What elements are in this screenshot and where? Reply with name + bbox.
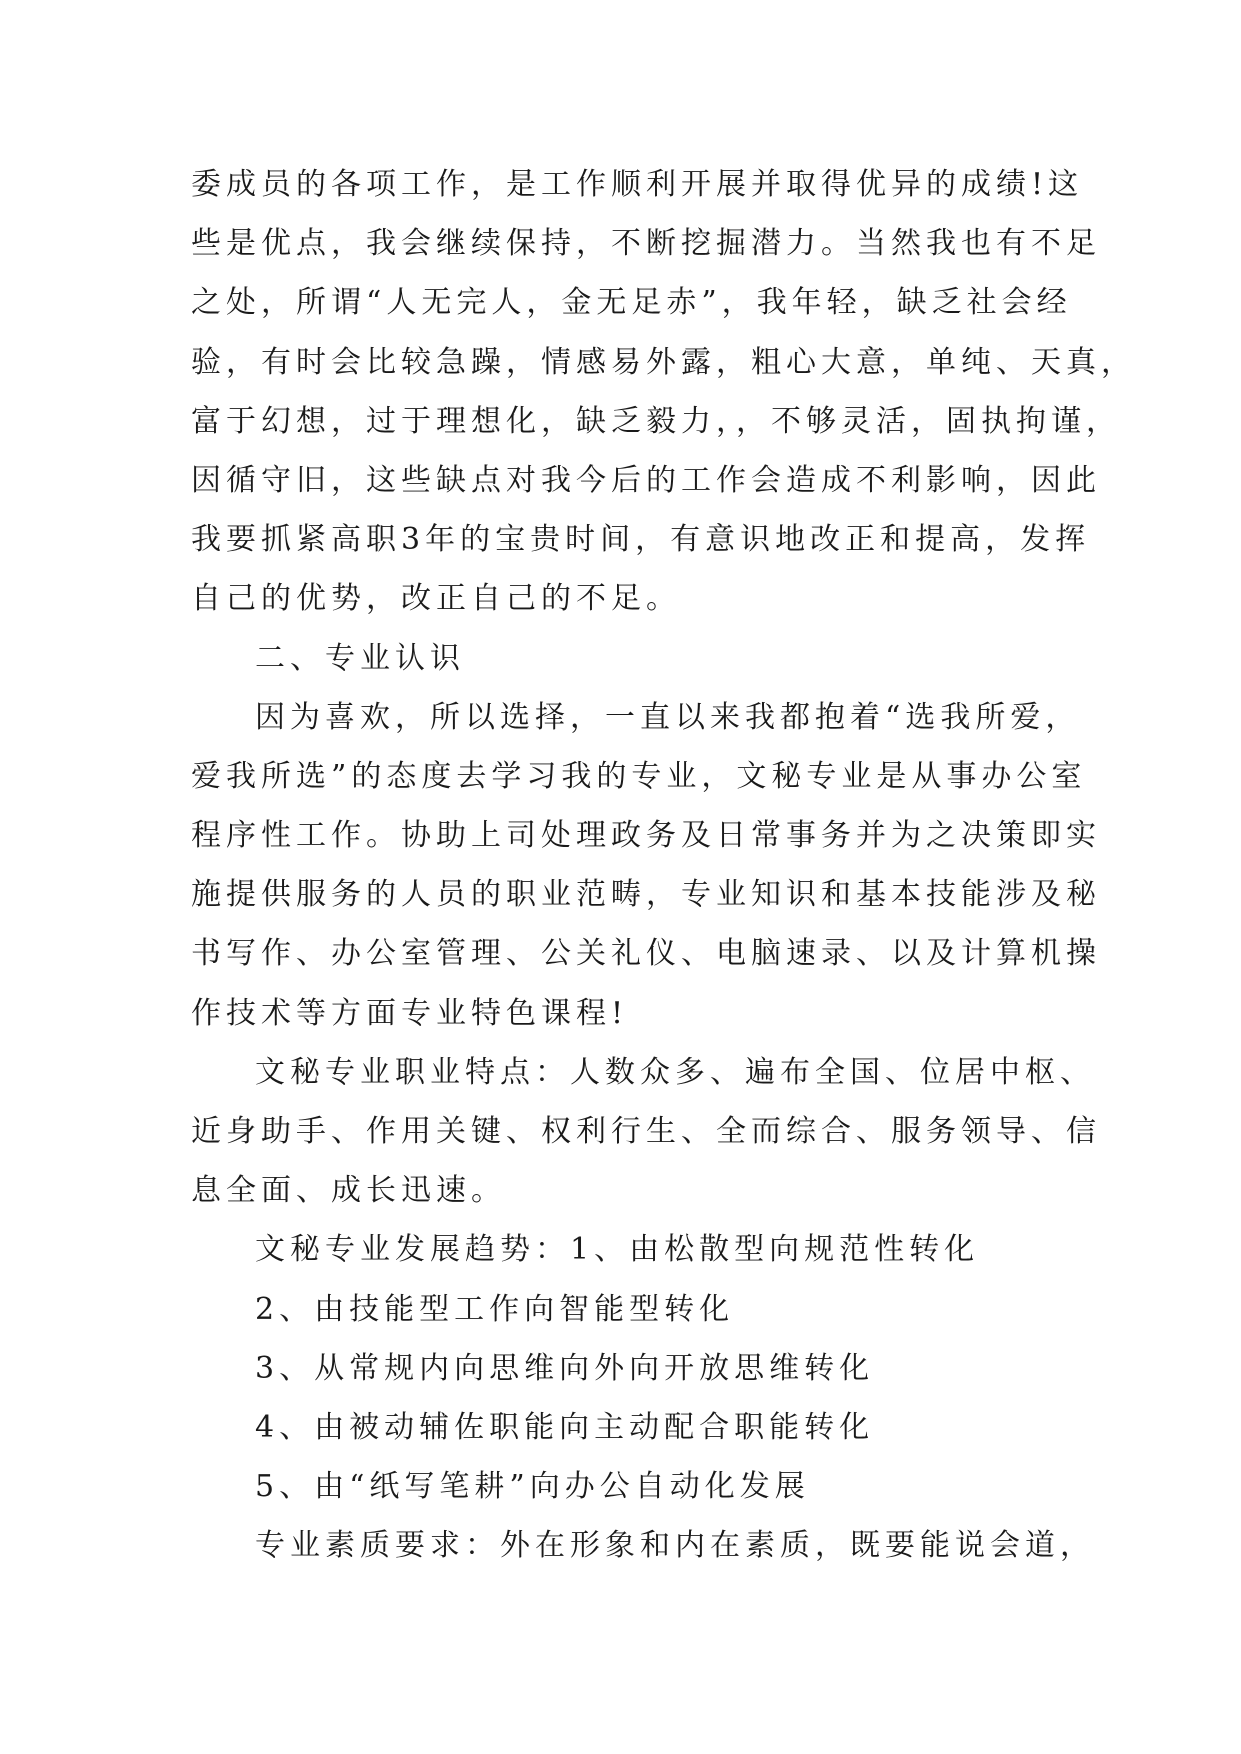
text-line: 因循守旧，这些缺点对我今后的工作会造成不利影响，因此 [191, 462, 1101, 498]
text-line: 些是优点，我会继续保持，不断挖掘潜力。当然我也有不足 [191, 226, 1101, 262]
text-line: 程序性工作。协助上司处理政务及日常事务并为之决策即实 [191, 818, 1101, 854]
text-line: 富于幻想，过于理想化，缺乏毅力，，不够灵活，固执拘谨， [191, 403, 1121, 439]
text-line: 2、由技能型工作向智能型转化 [255, 1291, 735, 1327]
document-body [191, 155, 1136, 1576]
text-line: 我要抓紧高职3年的宝贵时间，有意识地改正和提高，发挥 [191, 522, 1091, 558]
text-line: 5、由“纸写笔耕”向办公自动化发展 [255, 1469, 810, 1505]
text-line: 3、从常规内向思维向外向开放思维转化 [255, 1350, 875, 1386]
text-line: 息全面、成长迅速。 [191, 1173, 506, 1209]
text-line: 施提供服务的人员的职业范畴，专业知识和基本技能涉及秘 [191, 877, 1101, 913]
text-line: 专业素质要求：外在形象和内在素质，既要能说会道， [255, 1528, 1095, 1564]
text-line: 验，有时会比较急躁，情感易外露，粗心大意，单纯、天真， [191, 344, 1136, 380]
text-line: 因为喜欢，所以选择，一直以来我都抱着“选我所爱， [255, 699, 1081, 735]
text-line: 文秘专业职业特点：人数众多、遍布全国、位居中枢、 [255, 1054, 1095, 1090]
text-line: 文秘专业发展趋势：1、由松散型向规范性转化 [255, 1232, 980, 1268]
text-line: 爱我所选”的态度去学习我的专业，文秘专业是从事办公室 [191, 758, 1087, 794]
text-line: 4、由被动辅佐职能向主动配合职能转化 [255, 1409, 875, 1445]
text-line: 自己的优势，改正自己的不足。 [191, 581, 681, 617]
text-line: 书写作、办公室管理、公关礼仪、电脑速录、以及计算机操 [191, 936, 1101, 972]
text-line: 委成员的各项工作，是工作顺利开展并取得优异的成绩!这 [191, 167, 1084, 202]
text-line: 二、专业认识 [255, 640, 465, 676]
text-line: 之处，所谓“人无完人，金无足赤”，我年轻，缺乏社会经 [191, 285, 1072, 321]
text-line: 作技术等方面专业特色课程! [191, 995, 629, 1031]
text-line: 近身助手、作用关键、权利行生、全而综合、服务领导、信 [191, 1114, 1101, 1149]
